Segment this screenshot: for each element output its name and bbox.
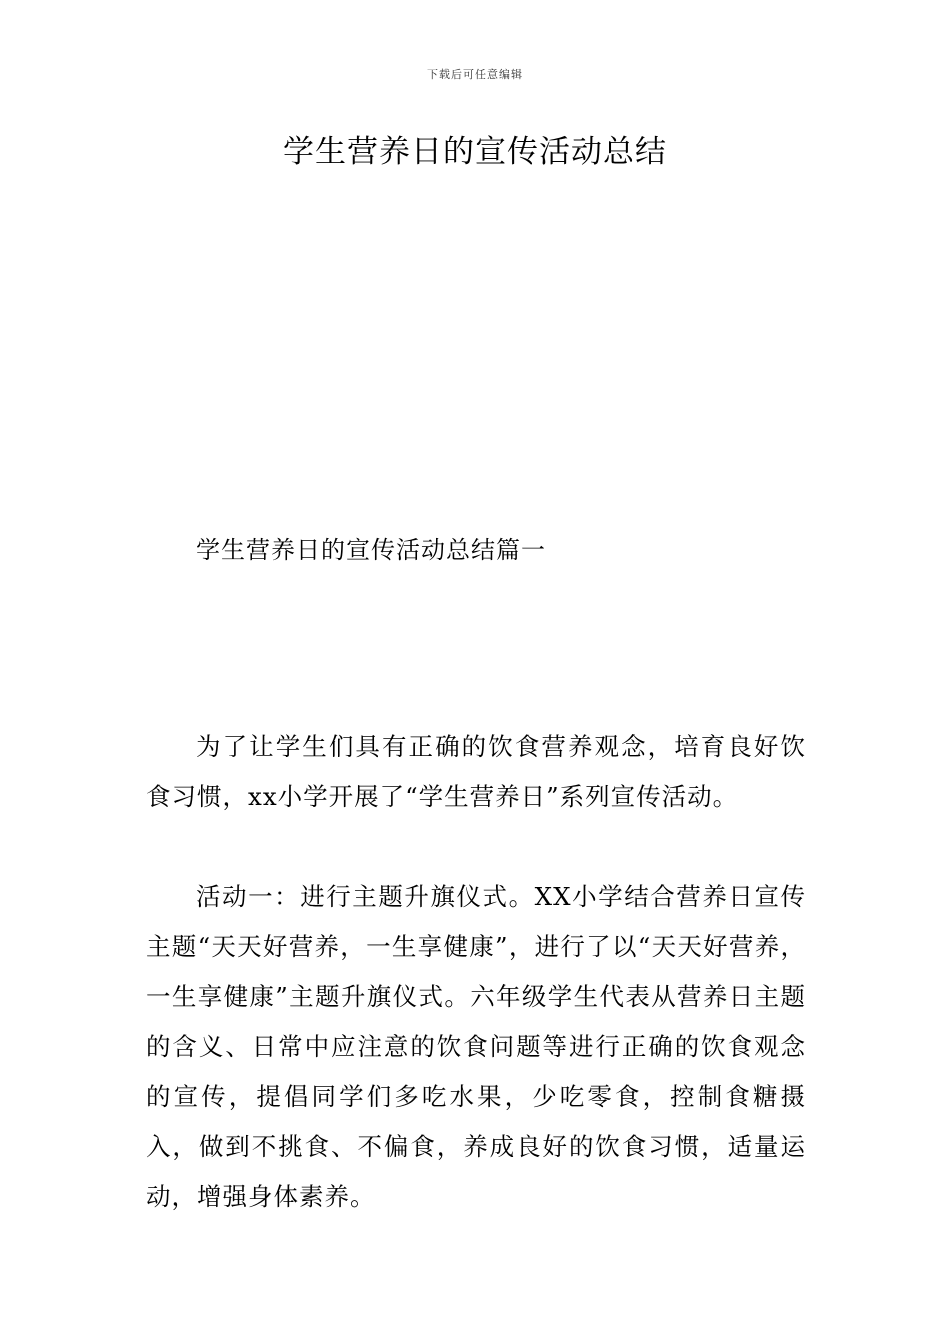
section-heading: 学生营养日的宣传活动总结篇一 — [196, 536, 546, 564]
header-note: 下载后可任意编辑 — [427, 68, 523, 81]
document-title: 学生营养日的宣传活动总结 — [283, 134, 667, 170]
intro-paragraph: 为了让学生们具有正确的饮食营养观念，培育良好饮食习惯，xx小学开展了“学生营养日”系列宣传活动。 — [146, 732, 806, 811]
activity-one-paragraph: 活动一：进行主题升旗仪式。XX小学结合营养日宣传主题“天天好营养，一生享健康”，进行了以“天天好营养，一生享健康”主题升旗仪式。六年级学生代表从营养日主题的含义、日常中应注意的饮食问题等进行正确的饮食观念的宣传，提倡同学们多吃水果，少吃零食，控制食糖摄入，做到不挑食、不偏食，养成良好的饮食习惯，适量运动，增强身体素养。 — [146, 882, 806, 1211]
